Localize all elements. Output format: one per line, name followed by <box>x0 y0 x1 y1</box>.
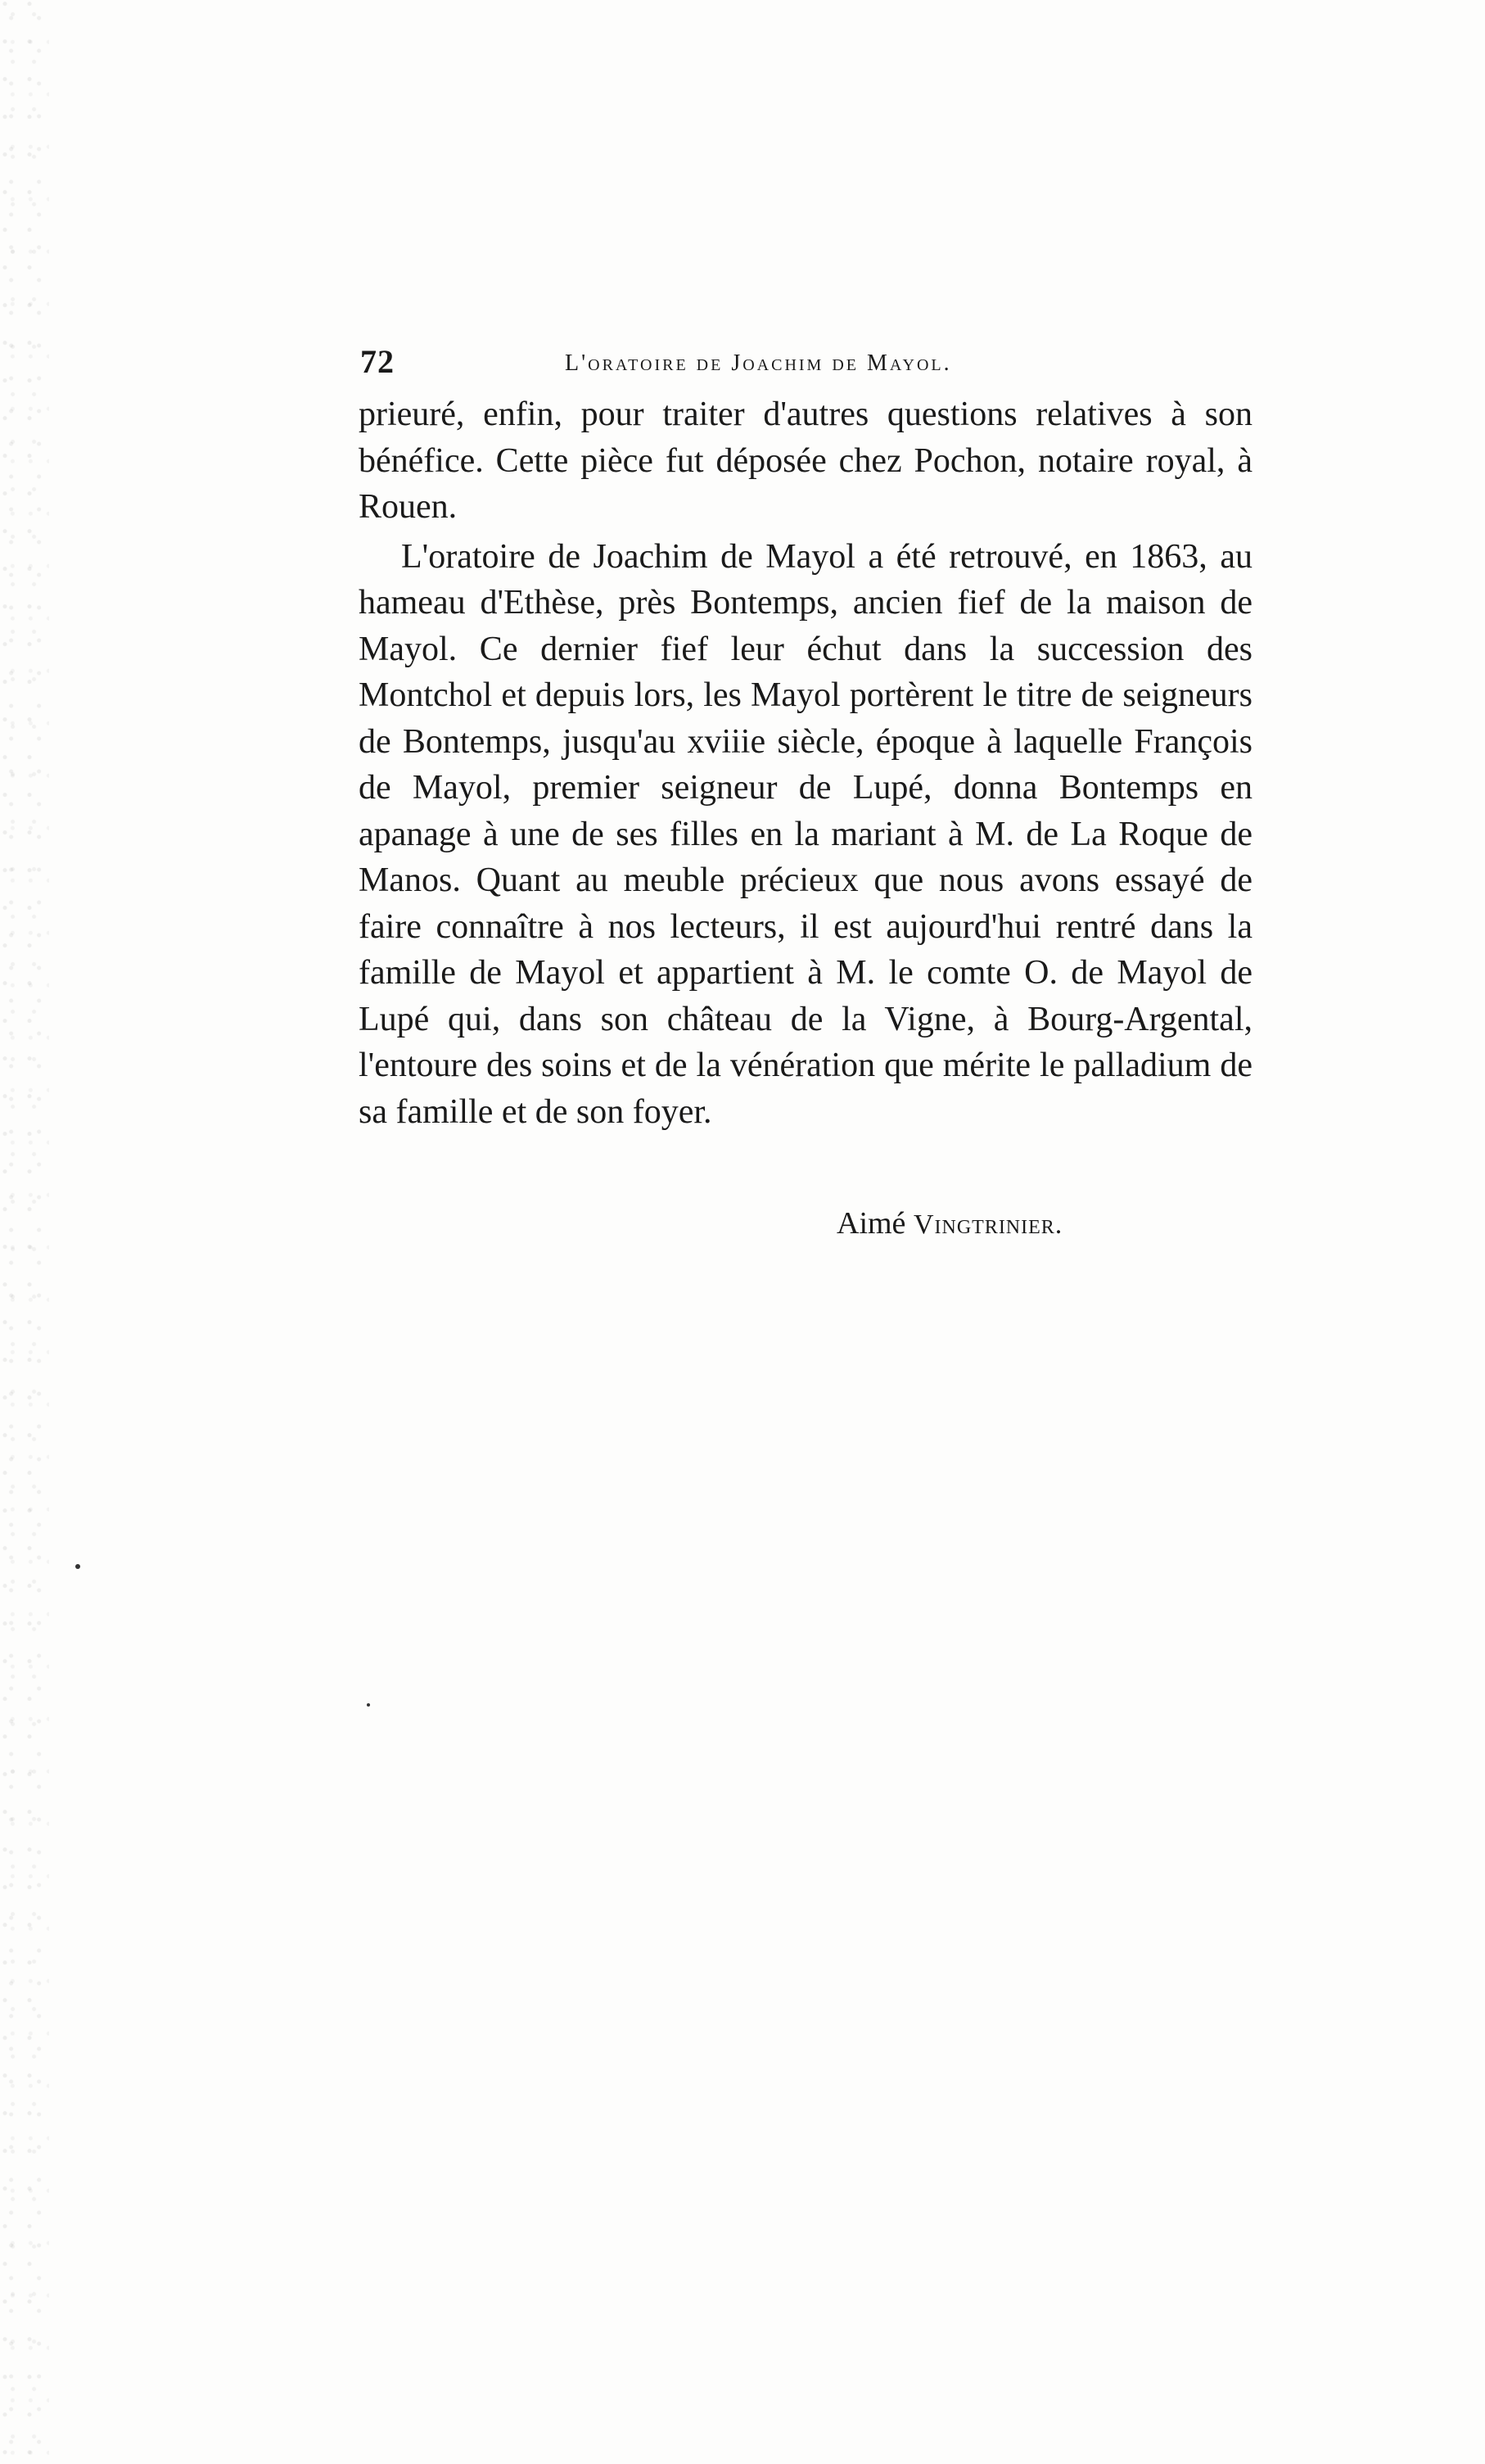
page-number: 72 <box>360 343 395 380</box>
paragraph-1: prieuré, enfin, pour traiter d'autres questions relatives à son bénéfice. Cette pièce fut déposée chez Pochon, notaire royal, à Rouen. <box>359 396 1253 526</box>
scan-speck <box>75 1564 80 1569</box>
author-first-name: Aimé <box>837 1206 906 1241</box>
page-header <box>360 342 1048 383</box>
author-signature <box>837 1205 1063 1241</box>
scan-speck <box>367 1703 370 1707</box>
author-last-name: Vingtrinier. <box>913 1209 1063 1240</box>
body-text <box>359 391 1253 1135</box>
running-head: L'oratoire de Joachim de Mayol. <box>565 350 952 376</box>
paragraph-2: L'oratoire de Joachim de Mayol a été retrouvé, en 1863, au hameau d'Ethèse, près Bontemps, ancien fief de la maison de Mayol. Ce dernier fief leur échut dans la succession des Montchol et depuis lors, les Mayol portèrent le titre de seigneurs de Bontemps, jusqu'au xviiie siècle, époque à laquelle François de Mayol, premier seigneur de Lupé, donna Bontemps en apanage à une de ses filles en la mariant à M. de La Roque de Manos. Quant au meuble précieux que nous avons essayé de faire connaître à nos lecteurs, il est aujourd'hui rentré dans la famille de Mayol et appartient à M. le comte O. de Mayol de Lupé qui, dans son château de la Vigne, à Bourg-Argental, l'entoure des soins et de la vénération que mérite le palladium de sa famille et de son foyer. <box>359 537 1253 1131</box>
scan-edge-noise <box>0 0 49 2464</box>
